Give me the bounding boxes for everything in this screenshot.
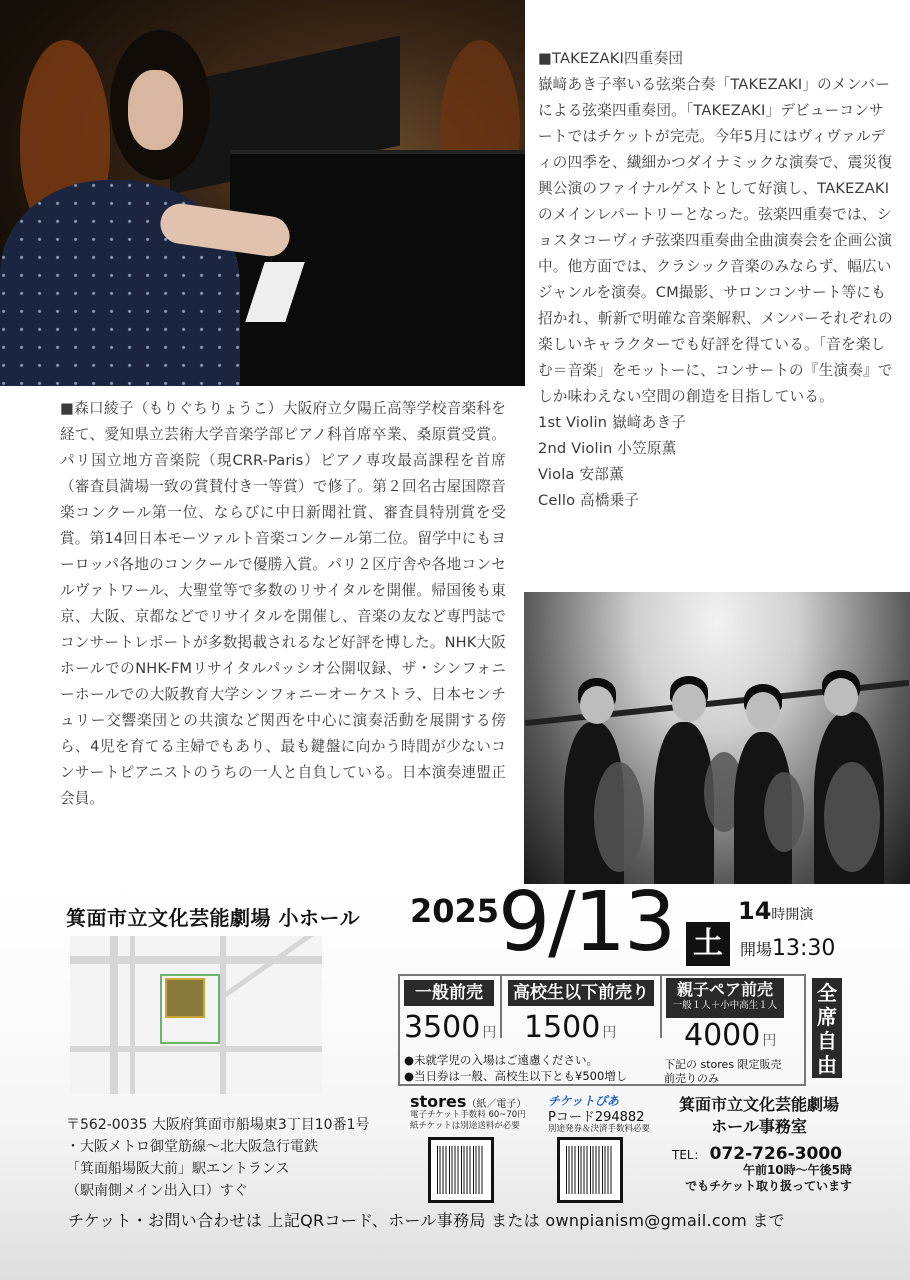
start-time: 14時開演 (738, 897, 814, 925)
office-hours: 午前10時～午後5時 でもチケット取り扱っています (685, 1163, 852, 1193)
event-year: 2025 (410, 892, 500, 930)
p-code: Pコード294882 (548, 1110, 645, 1125)
free-seating-badge: 全 席 自 由 (812, 978, 842, 1078)
quartet-description (538, 46, 898, 514)
venue-marker (165, 978, 205, 1018)
contact-line: チケット・お問い合わせは 上記QRコード、ホール事務局 または ownpianism@gmail.com まで (68, 1211, 785, 1230)
pianist-bio: ■森口綾子（もりぐちりょうこ）大阪府立夕陽丘高等学校音楽科を経て、愛知県立芸術大学音楽学部ピアノ科首席卒業、桑原賞受賞。パリ国立地方音楽院（現CRR-Paris）ピアノ専攻最高課程を首席（審査員満場一致の賞賛付き一等賞）で修了。第２回名古屋国際音楽コンクール第一位、ならびに中日新聞社賞、審査員特別賞を受賞。第14回日本モーツァルト音楽コンクール第二位。留学中にもヨーロッパ各地のコンクールで優勝入賞。パリ２区庁舎や各地コンセルヴァトワール、大聖堂等で多数のリサイタルを開催。帰国後も東京、大阪、京都などでリサイタルを開催し、音楽の友など専門誌でコンサートレポートが多数掲載されるなど好評を博した。NHK大阪ホールでのNHK-FMリサイタルパッシオ公開収録、ザ・シンフォニーホールでの大阪教育大学シンフォニーオーケストラ、日本センチュリー交響楽団との共演など関西を中心に演奏活動を展開する傍ら、4児を育てる主婦でもあり、最も鍵盤に向かう時間が少ないコンサートピアニストのうちの一人と自負している。日本演奏連盟正会員。 (60, 400, 506, 807)
pair-price-label: 親子ペア前売 一般１人＋小中高生１人 (666, 978, 784, 1018)
access-map (70, 936, 322, 1094)
venue-title: 箕面市立文化芸能劇場 小ホール (66, 906, 361, 930)
stores-label: stores（紙／電子） (410, 1092, 527, 1111)
pair-price: 4000 円 (684, 1018, 777, 1053)
price-notes: ●未就学児の入場はご遠慮ください。 ●当日券は一般、高校生以下とも¥500増し (404, 1053, 628, 1083)
event-date: 9/13 (498, 875, 675, 970)
quartet-heading: ■TAKEZAKI四重奏団 (538, 50, 684, 67)
stores-qr-code[interactable] (431, 1140, 491, 1200)
student-price-label: 高校生以下前売り (508, 980, 654, 1006)
member-1: 1st Violin 嶽﨑あき子 (538, 414, 687, 431)
general-price-label: 一般前売 (404, 980, 494, 1006)
office-tel[interactable]: TEL： 072-726-3000 (672, 1144, 843, 1164)
member-2: 2nd Violin 小笠原薫 (538, 440, 677, 457)
quartet-paragraph: 嶽﨑あき子率いる弦楽合奏「TAKEZAKI」のメンバーによる弦楽四重奏団。「TAKEZAKI」デビューコンサートではチケットが完売。今年5月にはヴィヴァルディの四季を、繊細かつダイナミックな演奏で、震災復興公演のファイナルゲストとして好演し、TAKEZAKIのメインレパートリーとなった。弦楽四重奏では、ショスタコーヴィチ弦楽四重奏曲全曲演奏会を企画公演中。他方面では、クラシック音楽のみならず、幅広いジャンルを演奏。CM撮影、サロンコンサート等にも招かれ、斬新で明確な音楽解釈、メンバーそれぞれの楽しいキャラクターでも好評を得ている。「音を楽しむ＝音楽」をモットーに、コンサートの『生演奏』でしか味わえない空間の創造を目指している。 (538, 76, 893, 405)
general-price: 3500 円 (404, 1010, 497, 1045)
event-weekday: 土 (686, 922, 730, 966)
member-3: Viola 安部薫 (538, 466, 624, 483)
office-name: 箕面市立文化芸能劇場 ホール事務室 (678, 1095, 839, 1136)
venue-address: 〒562-0035 大阪府箕面市船場東3丁目10番1号 ・大阪メトロ御堂筋線～北大阪急行電鉄 「箕面船場阪大前」駅エントランス （駅南側メイン出入口）すぐ (66, 1117, 370, 1199)
pianist-photo (0, 0, 525, 386)
quartet-photo (524, 592, 910, 884)
open-time: 開場13:30 (740, 936, 836, 961)
stores-note: 電子チケット手数料 60~70円 紙チケットは別途送料が必要 (410, 1110, 526, 1131)
member-4: Cello 高橋乗子 (538, 492, 640, 509)
student-price: 1500 円 (524, 1010, 617, 1045)
pair-note: 下記の stores 限定販売 前売りのみ (664, 1058, 782, 1085)
pia-note: 別途発券＆決済手数料必要 (548, 1124, 651, 1134)
ticket-pia-logo: チケットぴあ (548, 1094, 619, 1108)
pia-qr-code[interactable] (560, 1140, 620, 1200)
